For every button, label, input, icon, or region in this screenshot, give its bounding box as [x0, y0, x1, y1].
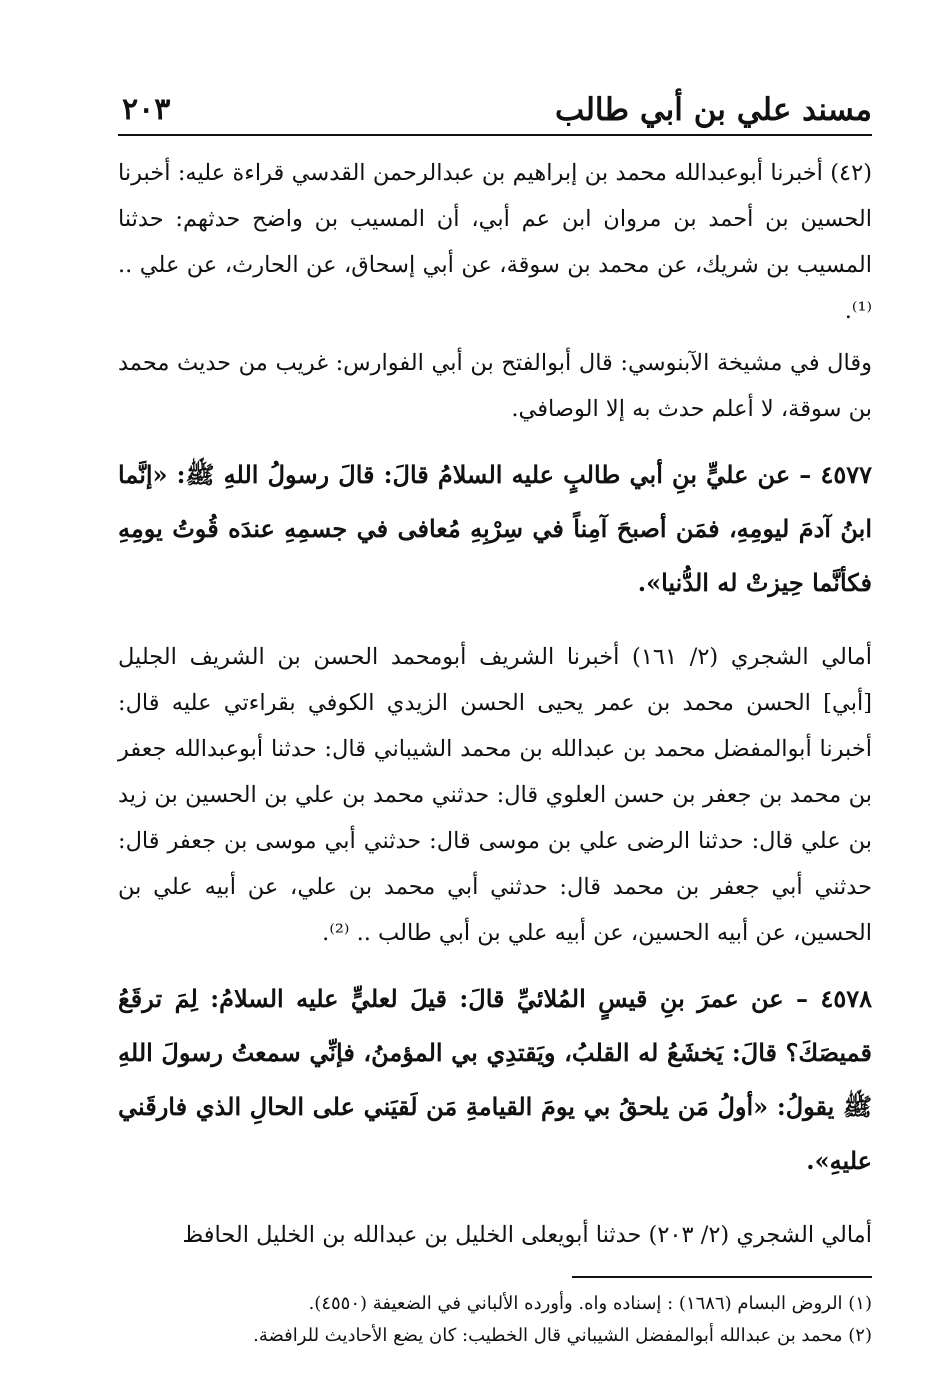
main-text — [118, 150, 872, 1258]
footnote-1: (١) الروض البسام (١٦٨٦) : إسناده واه. وأورده الألباني في الضعيفة (٤٥٥٠). — [308, 1293, 872, 1314]
commentary-paragraph: وقال في مشيخة الآبنوسي: قال أبوالفتح بن أبي الفوارس: غريب من حديث محمد بن سوقة، لا أعلم حدث به إلا الوصافي. — [118, 350, 872, 422]
source-paragraph-2: أمالي الشجري (٢/ ٢٠٣) حدثنا أبويعلى الخليل بن عبدالله بن الخليل الحافظ — [182, 1222, 872, 1248]
footnote-2: (٢) محمد بن عبدالله أبوالمفضل الشيباني قال الخطيب: كان يضع الأحاديث للرافضة. — [253, 1325, 872, 1346]
hadith-4578: ٤٥٧٨ – عن عمرَ بنِ قيسٍ المُلائيِّ قالَ: قيلَ لعليٍّ عليه السلامُ: لِمَ ترقَعُ قميصَكَ؟ قالَ: يَخشَعُ له القلبُ، ويَقتدِي بي المؤمنُ، فإنِّي سمعتُ رسولَ اللهِ ﷺ يقولُ: «أولُ مَن يلحقُ بي يومَ القيامةِ مَن لَقيَني على الحالِ الذي فارقَني عليهِ». — [118, 984, 872, 1175]
page-number: ٢٠٣ — [122, 92, 171, 127]
isnad-paragraph: (٤٢) أخبرنا أبوعبدالله محمد بن إبراهيم بن عبدالرحمن القدسي قراءة عليه: أخبرنا الحسين بن أحمد بن مروان ابن عم أبي، أن المسيب بن واضح حدثهم: حدثنا المسيب بن شريك، عن محمد بن سوقة، عن أبي إسحاق، عن الحارث، عن علي .. ⁽¹⁾. — [118, 160, 872, 324]
hadith-4577: ٤٥٧٧ – عن عليٍّ بنِ أبي طالبٍ عليه السلامُ قالَ: قالَ رسولُ اللهِ ﷺ: «إنَّما ابنُ آدمَ ليومِهِ، فمَن أصبحَ آمِناً في سِرْبِهِ مُعافى في جسمِهِ عندَه قُوتُ يومِهِ فكأنَّما حِيزتْ له الدُّنيا». — [118, 460, 872, 597]
source-paragraph: أمالي الشجري (٢/ ١٦١) أخبرنا الشريف أبومحمد الحسن بن الشريف الجليل [أبي] الحسن محمد بن عمر يحيى الحسن الزيدي الكوفي بقراءتي عليه قال: أخبرنا أبوالمفضل محمد بن عبدالله بن محمد الشيباني قال: حدثنا أبوعبدالله جعفر بن محمد بن جعفر بن حسن العلوي قال: حدثني محمد بن علي بن الحسين بن زيد بن علي قال: حدثنا الرضى علي بن موسى قال: حدثني أبي موسى بن جعفر قال: حدثني أبي جعفر بن محمد قال: حدثني أبي محمد بن علي، عن أبيه علي بن الحسين، عن أبيه الحسين، عن أبيه علي بن أبي طالب .. ⁽²⁾. — [118, 644, 873, 946]
footnotes — [118, 1288, 872, 1352]
footnote-divider — [572, 1276, 872, 1278]
book-page — [118, 90, 873, 1346]
running-title: مسند علي بن أبي طالب — [555, 92, 872, 128]
page-header — [118, 90, 872, 136]
